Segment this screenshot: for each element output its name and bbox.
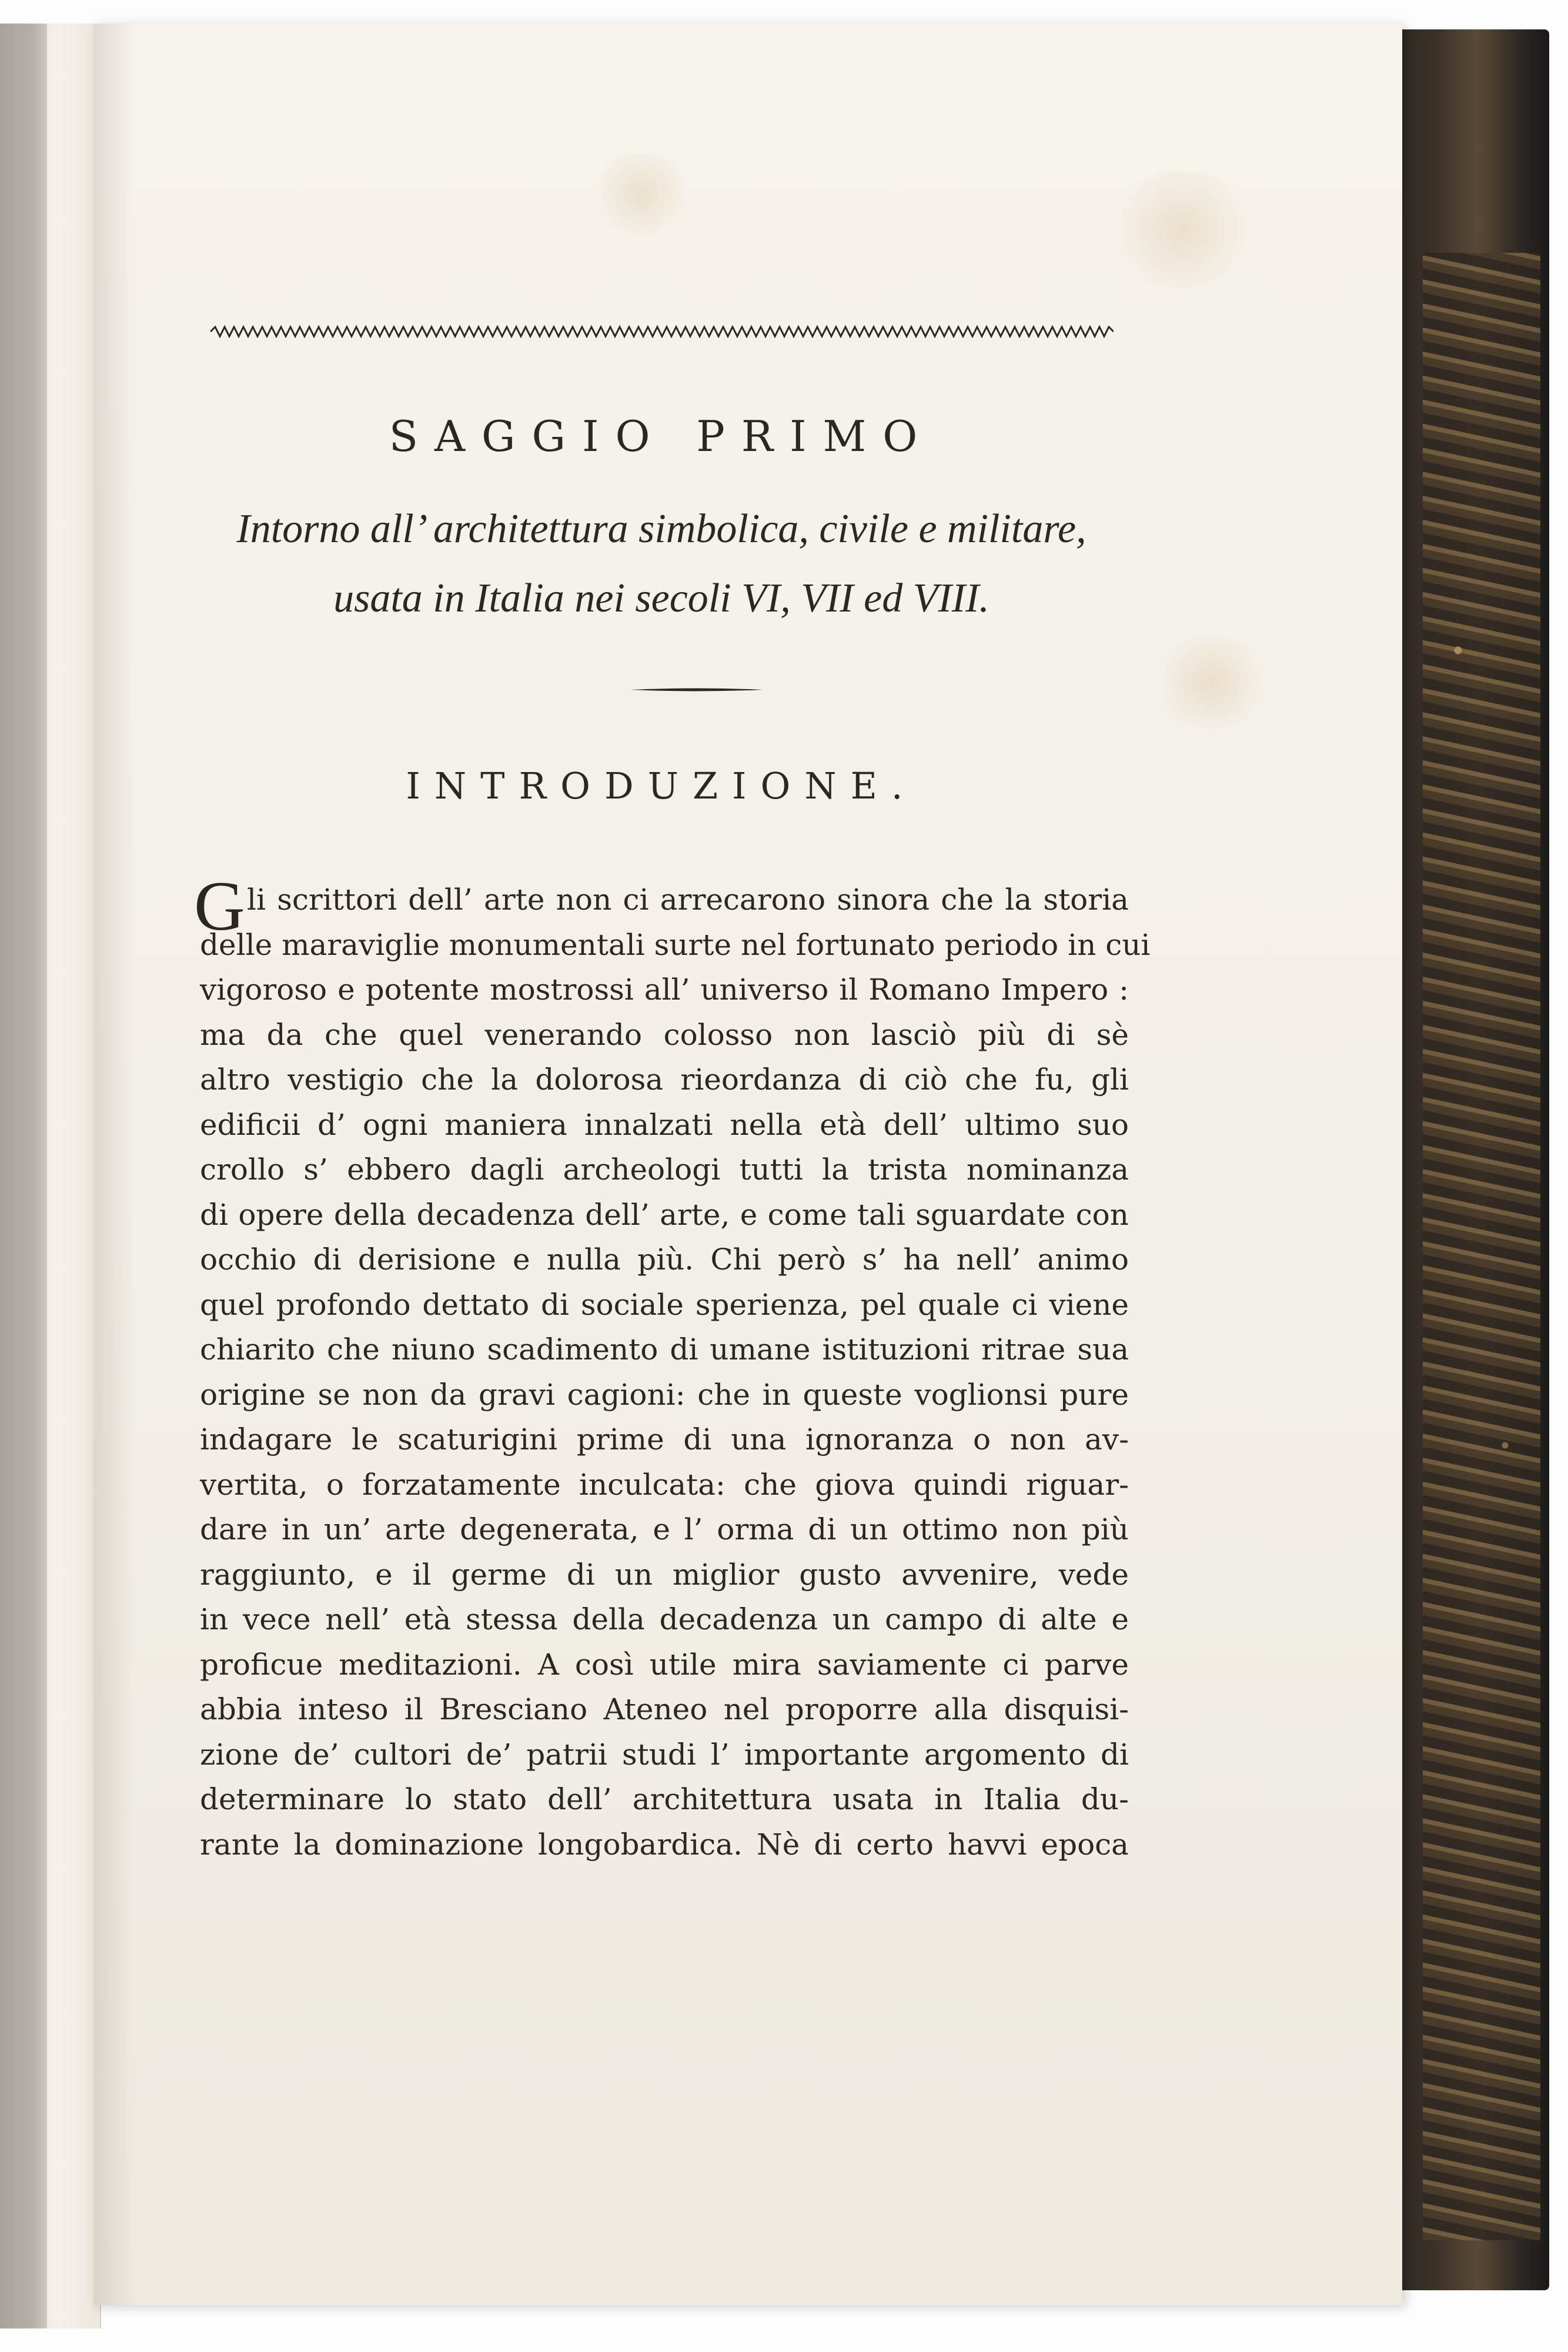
- body-line: in vece nell’ età stessa della decadenza un campo di alte e: [200, 1602, 1129, 1636]
- body-line: indagare le scaturigini prime di una ignoranza o non av-: [200, 1422, 1129, 1456]
- body-line: occhio di derisione e nulla più. Chi però s’ ha nell’ animo: [200, 1242, 1129, 1277]
- marbled-binding: [1423, 253, 1540, 2240]
- body-line: vertita, o forzatamente inculcata: che giova quindi riguar-: [200, 1467, 1129, 1502]
- body-line: chiarito che niuno scadimento di umane istituzioni ritrae sua: [200, 1332, 1129, 1367]
- essay-title: SAGGIO PRIMO: [389, 412, 934, 461]
- paper-stain: [1105, 171, 1258, 288]
- body-line: li scrittori dell’ arte non ci arrecarono sinora che la storia: [247, 883, 1129, 917]
- body-line: delle maraviglie monumentali surte nel fortunato periodo in cui: [200, 927, 1151, 962]
- body-line: altro vestigio che la dolorosa rieordanza di ciò che fu, gli: [200, 1063, 1129, 1097]
- gutter-shadow: [94, 24, 135, 2305]
- paper-stain: [588, 153, 694, 235]
- subtitle-line-2: usata in Italia nei secoli VI, VII ed VIII.: [333, 576, 989, 621]
- body-line: vigoroso e potente mostrossi all’ universo il Romano Impero :: [200, 973, 1129, 1007]
- section-heading: INTRODUZIONE.: [406, 764, 917, 807]
- body-line: di opere della decadenza dell’ arte, e come tali sguardate con: [200, 1197, 1129, 1232]
- ornament-rule: [210, 322, 1114, 341]
- subtitle-line-1: Intorno all’ architettura simbolica, civile e militare,: [236, 506, 1086, 552]
- body-line: abbia inteso il Bresciano Ateneo nel proporre alla disquisi-: [200, 1692, 1129, 1726]
- left-cover-edge: [0, 24, 47, 2328]
- body-line: crollo s’ ebbero dagli archeologi tutti la trista nominanza: [200, 1152, 1129, 1187]
- body-line: dare in un’ arte degenerata, e l’ orma di un ottimo non più: [200, 1512, 1129, 1546]
- paper-stain: [1152, 635, 1270, 729]
- body-line: quel profondo dettato di sociale sperienza, pel quale ci viene: [200, 1287, 1129, 1322]
- body-line: zione de’ cultori de’ patrii studi l’ importante argomento di: [200, 1737, 1129, 1772]
- body-line: origine se non da gravi cagioni: che in queste voglionsi pure: [200, 1377, 1129, 1412]
- short-divider-rule: [630, 687, 763, 693]
- body-line: determinare lo stato dell’ architettura usata in Italia du-: [200, 1782, 1129, 1816]
- body-line: ma da che quel venerando colosso non lasciò più di sè: [200, 1017, 1129, 1052]
- drop-cap: G: [194, 867, 245, 945]
- body-line: raggiunto, e il germe di un miglior gusto avvenire, vede: [200, 1557, 1129, 1592]
- body-line: rante la dominazione longobardica. Nè di certo havvi epoca: [200, 1827, 1129, 1862]
- body-line: proficue meditazioni. A così utile mira saviamente ci parve: [200, 1647, 1129, 1682]
- body-line: edificii d’ ogni maniera innalzati nella età dell’ ultimo suo: [200, 1107, 1129, 1142]
